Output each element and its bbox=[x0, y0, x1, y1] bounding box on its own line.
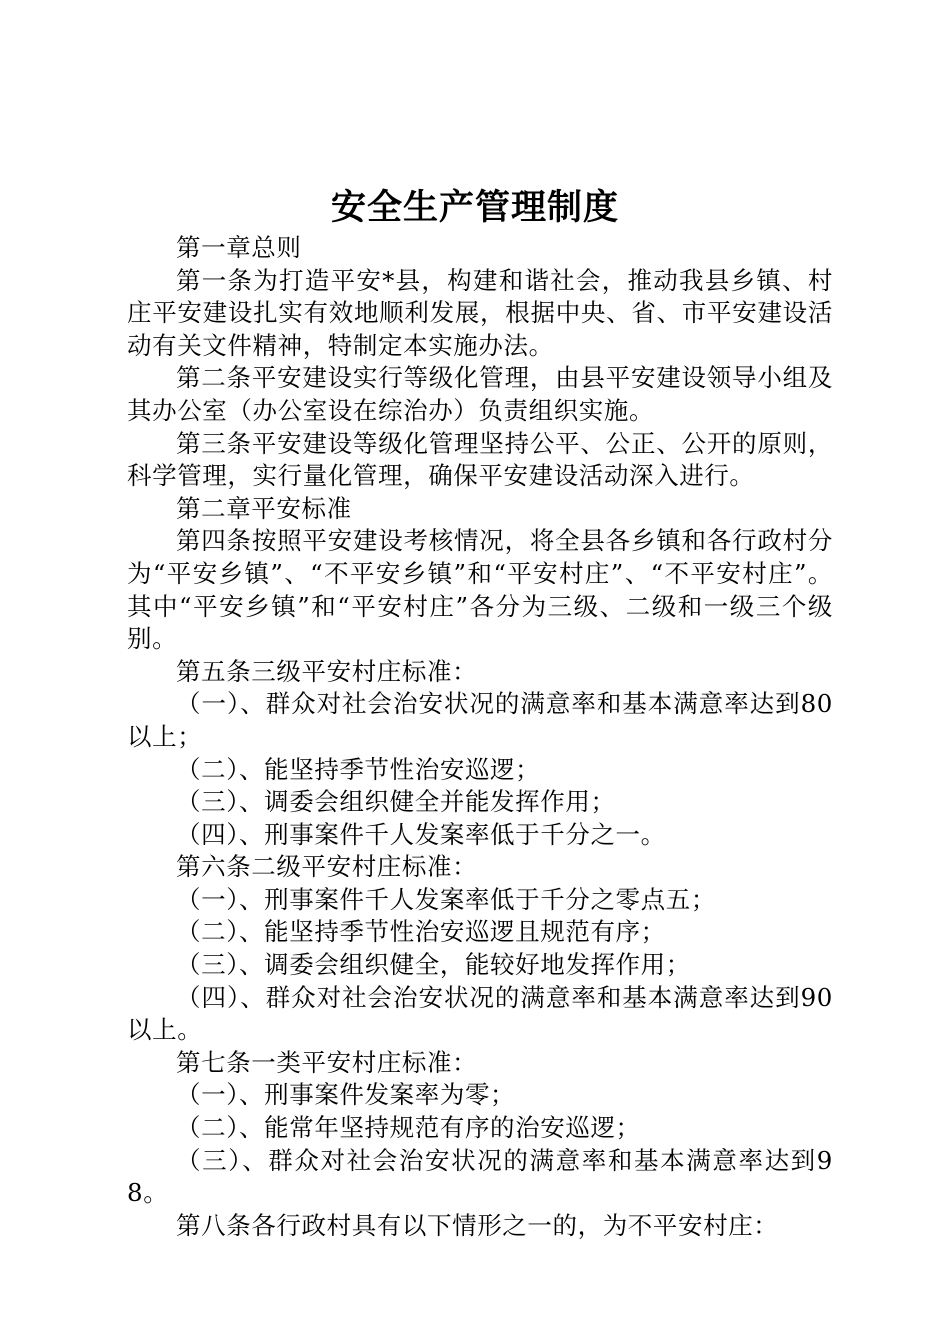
article-paragraph: 第一条为打造平安*县，构建和谐社会，推动我县乡镇、村庄平安建设扎实有效地顺利发展，根据中央、省、市平安建设活动有关文件精神，特制定本实施办法。 bbox=[127, 265, 833, 360]
article-paragraph: 第三条平安建设等级化管理坚持公平、公正、公开的原则，科学管理，实行量化管理，确保平安建设活动深入进行。 bbox=[127, 428, 833, 491]
list-item: （一）、刑事案件千人发案率低于千分之零点五； bbox=[176, 884, 716, 914]
document-body bbox=[127, 232, 833, 1242]
article-paragraph: 第五条三级平安村庄标准： bbox=[176, 656, 478, 686]
list-item: （四）、刑事案件千人发案率低于千分之一。 bbox=[176, 819, 666, 849]
article-paragraph: 第二条平安建设实行等级化管理，由县平安建设领导小组及其办公室（办公室设在综治办）负责组织实施。 bbox=[127, 363, 833, 425]
chapter-heading: 第一章总则 bbox=[176, 233, 302, 262]
list-item: （二）、能坚持季节性治安巡逻且规范有序； bbox=[176, 917, 666, 947]
chapter-heading: 第二章平安标准 bbox=[176, 493, 352, 523]
document-title: 安全生产管理制度 bbox=[330, 188, 619, 228]
list-item: （二）、能常年坚持规范有序的治安巡逻； bbox=[176, 1113, 641, 1143]
article-paragraph: 第七条一类平安村庄标准： bbox=[176, 1047, 478, 1077]
list-item: （一）、刑事案件发案率为零； bbox=[176, 1080, 516, 1110]
article-paragraph: 第四条按照平安建设考核情况，将全县各乡镇和各行政村分为“平安乡镇”、“不平安乡镇”和“平安村庄”、“不平安村庄”。其中“平安乡镇”和“平安村庄”各分为三级、二级和一级三个级别。 bbox=[127, 526, 833, 654]
list-item: （三）、调委会组织健全，能较好地发挥作用； bbox=[176, 950, 691, 980]
article-paragraph: 第六条二级平安村庄标准： bbox=[176, 852, 478, 882]
list-item: （四）、群众对社会治安状况的满意率和基本满意率达到90以上。 bbox=[127, 982, 833, 1045]
list-item: （三）、调委会组织健全并能发挥作用； bbox=[176, 787, 616, 817]
list-item: （一）、群众对社会治安状况的满意率和基本满意率达到80以上； bbox=[127, 689, 833, 751]
list-item: （三）、群众对社会治安状况的满意率和基本满意率达到98。 bbox=[127, 1145, 833, 1208]
article-paragraph: 第八条各行政村具有以下情形之一的，为不平安村庄： bbox=[176, 1210, 779, 1240]
list-item: （二）、能坚持季节性治安巡逻； bbox=[176, 754, 541, 784]
